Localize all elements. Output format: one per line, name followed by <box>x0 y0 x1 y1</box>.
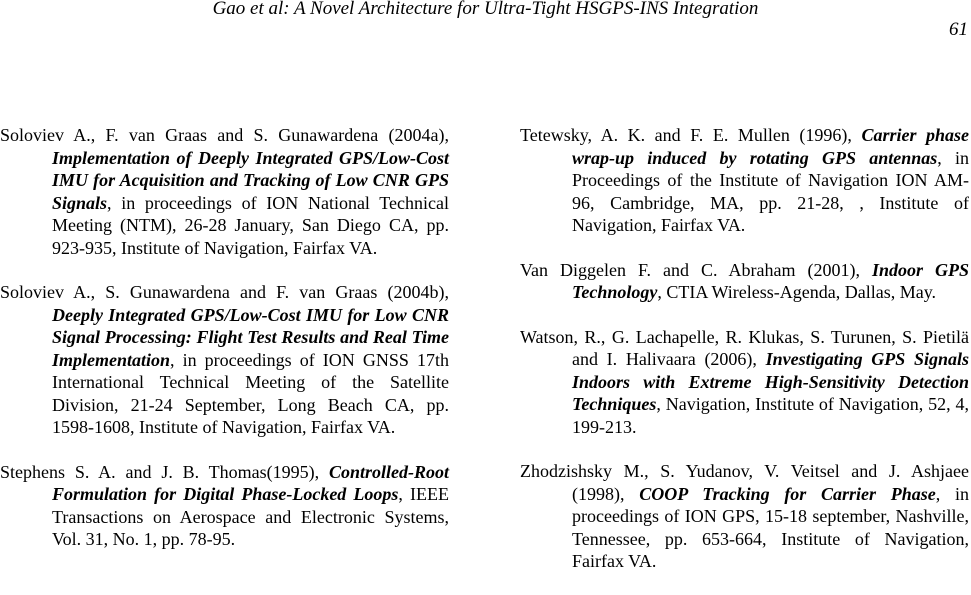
reference-title: COOP Tracking for Carrier Phase <box>639 483 936 504</box>
reference-details: , CTIA Wireless-Agenda, Dallas, May. <box>657 282 937 302</box>
reference-details: , in proceedings of ION GPS, 15-18 september, Nashville, Tennessee, pp. 653-664, Institute of Navigation, Fairfax VA. <box>572 483 969 571</box>
references-column-right <box>520 124 969 595</box>
reference-entry <box>0 124 449 259</box>
reference-authors: Tetewsky, A. K. and F. E. Mullen (1996), <box>520 125 862 145</box>
reference-entry <box>0 461 449 551</box>
page-number: 61 <box>949 19 968 40</box>
reference-title: Implementation of Deeply Integrated GPS/Low-Cost IMU for Acquisition and Tracking of Low CNR GPS Signals <box>52 147 449 213</box>
reference-details: , in Proceedings of the Institute of Navigation ION AM-96, Cambridge, MA, pp. 21-28, , Institute of Navigation, Fairfax VA. <box>572 147 969 235</box>
reference-authors: Soloviev A., F. van Graas and S. Gunawardena (2004a), <box>0 125 449 145</box>
reference-entry <box>520 259 969 304</box>
reference-details: , IEEE Transactions on Aerospace and Electronic Systems, Vol. 31, No. 1, pp. 78-95. <box>52 484 449 549</box>
reference-authors: Zhodzishsky M., S. Yudanov, V. Veitsel and J. Ashjaee (1998), <box>520 461 969 504</box>
reference-details: , in proceedings of ION GNSS 17th International Technical Meeting of the Satellite Division, 21-24 September, Long Beach CA, pp. 1598-1608, Institute of Navigation, Fairfax VA. <box>52 349 449 437</box>
reference-entry <box>520 124 969 237</box>
running-header: Gao et al: A Novel Architecture for Ultra-Tight HSGPS-INS Integration <box>212 0 759 19</box>
reference-authors: Watson, R., G. Lachapelle, R. Klukas, S. Turunen, S. Pietilä and I. Halivaara (2006), <box>520 326 969 369</box>
reference-entry <box>520 326 969 439</box>
reference-authors: Stephens S. A. and J. B. Thomas(1995), <box>0 461 329 482</box>
reference-title: Controlled-Root Formulation for Digital Phase-Locked Loops <box>52 461 449 504</box>
reference-entry <box>0 281 449 439</box>
reference-authors: Soloviev A., S. Gunawardena and F. van Graas (2004b), <box>0 282 449 302</box>
reference-details: , in proceedings of ION National Technical Meeting (NTM), 26-28 January, San Diego CA, pp. 923-935, Institute of Navigation, Fairfax VA. <box>52 192 449 258</box>
reference-authors: Van Diggelen F. and C. Abraham (2001), <box>520 259 872 280</box>
reference-title: Deeply Integrated GPS/Low-Cost IMU for Low CNR Signal Processing: Flight Test Results and Real Time Implementation <box>52 304 449 370</box>
references-column-left <box>0 124 449 573</box>
reference-details: , Navigation, Institute of Navigation, 52, 4, 199-213. <box>572 394 969 437</box>
reference-title: Indoor GPS Technology <box>572 259 969 302</box>
reference-entry <box>520 460 969 573</box>
reference-title: Carrier phase wrap-up induced by rotating GPS antennas <box>572 125 969 168</box>
reference-title: Investigating GPS Signals Indoors with Extreme High-Sensitivity Detection Techniques <box>572 349 969 414</box>
